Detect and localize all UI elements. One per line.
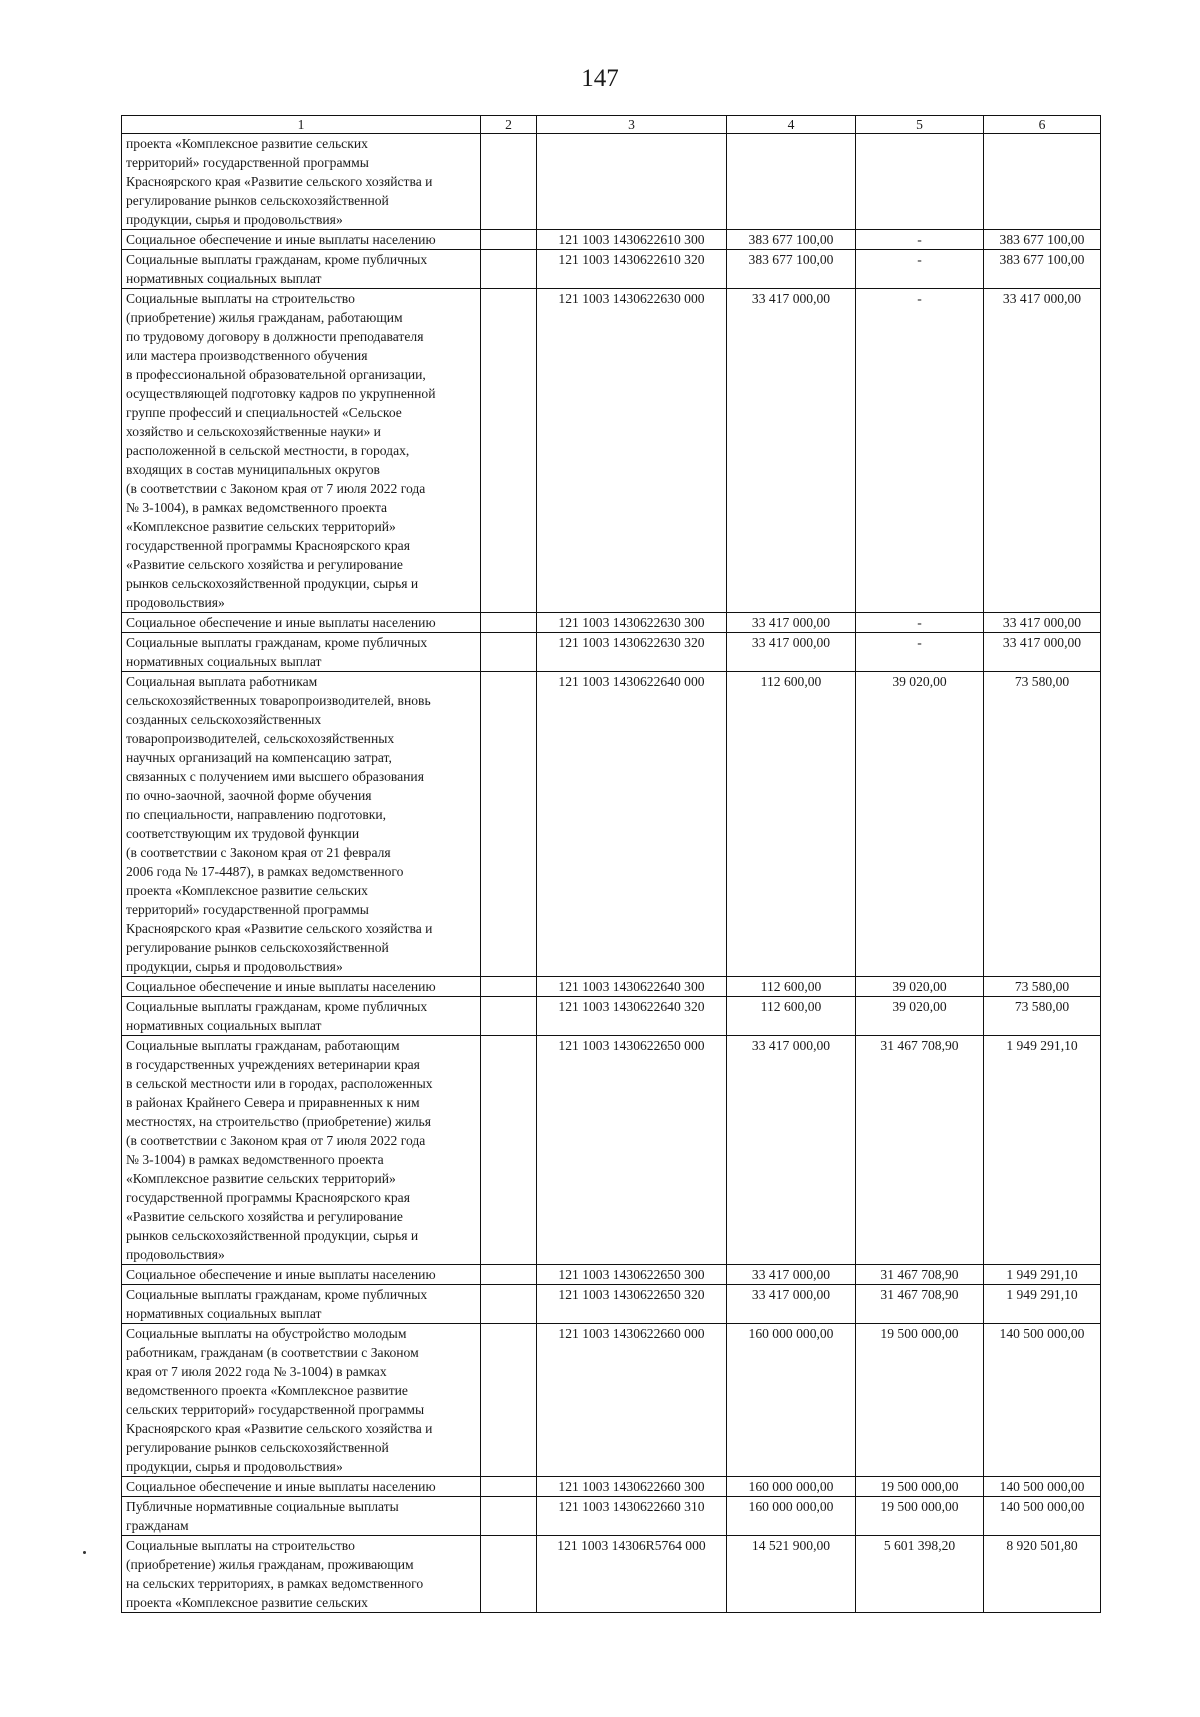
row-description: Социальное обеспечение и иные выплаты населению [122,230,481,250]
row-amount-col-4: 112 600,00 [727,672,856,977]
row-budget-code: 121 1003 1430622630 320 [537,633,727,672]
row-budget-code: 121 1003 1430622610 320 [537,250,727,289]
table-row [122,1265,1101,1285]
row-amount-col-4: 160 000 000,00 [727,1497,856,1536]
row-column-2 [481,1477,537,1497]
row-amount-col-6: 8 920 501,80 [984,1536,1101,1613]
row-amount-col-5: 31 467 708,90 [856,1265,984,1285]
row-description: Социальные выплаты на обустройство молодым работникам, гражданам (в соответствии с Законом края от 7 июля 2022 года № 3-1004) в рамках ведомственного проекта «Комплексное развитие сельских территорий» государственной программы Красноярского края «Развитие сельского хозяйства и регулирование рынков сельскохозяйственной продукции, сырья и продовольствия» [122,1324,481,1477]
row-amount-col-6 [984,134,1101,230]
row-amount-col-5: 39 020,00 [856,977,984,997]
row-description: Социальные выплаты на строительство (приобретение) жилья гражданам, проживающим на сельских территориях, в рамках ведомственного проекта «Комплексное развитие сельских [122,1536,481,1613]
row-amount-col-4: 383 677 100,00 [727,250,856,289]
row-amount-col-4: 33 417 000,00 [727,1265,856,1285]
row-description: Социальные выплаты гражданам, кроме публичных нормативных социальных выплат [122,997,481,1036]
row-amount-col-5: 39 020,00 [856,997,984,1036]
row-column-2 [481,977,537,997]
table-row [122,1036,1101,1265]
row-description: Социальное обеспечение и иные выплаты населению [122,1477,481,1497]
row-budget-code: 121 1003 1430622660 310 [537,1497,727,1536]
column-header-1: 1 [122,116,481,134]
row-amount-col-5: - [856,633,984,672]
row-column-2 [481,1265,537,1285]
row-budget-code [537,134,727,230]
row-amount-col-4: 33 417 000,00 [727,1036,856,1265]
row-column-2 [481,230,537,250]
row-amount-col-5: 19 500 000,00 [856,1497,984,1536]
table-row [122,997,1101,1036]
row-amount-col-6: 73 580,00 [984,672,1101,977]
row-column-2 [481,1536,537,1613]
row-amount-col-4: 33 417 000,00 [727,613,856,633]
row-amount-col-4: 14 521 900,00 [727,1536,856,1613]
table-row [122,1477,1101,1497]
row-amount-col-4: 383 677 100,00 [727,230,856,250]
table-row [122,289,1101,613]
table-row [122,613,1101,633]
row-description: Социальная выплата работникам сельскохозяйственных товаропроизводителей, вновь созданных сельскохозяйственных товаропроизводителей, сельскохозяйственных научных организаций на компенсацию затрат, связанных с получением ими высшего образования по очно-заочной, заочной форме обучения по специальности, направлению подготовки, соответствующим их трудовой функции (в соответствии с Законом края от 21 февраля 2006 года № 17-4487), в рамках ведомственного проекта «Комплексное развитие сельских территорий» государственной программы Красноярского края «Развитие сельского хозяйства и регулирование рынков сельскохозяйственной продукции, сырья и продовольствия» [122,672,481,977]
row-amount-col-5: 5 601 398,20 [856,1536,984,1613]
column-header-4: 4 [727,116,856,134]
row-budget-code: 121 1003 1430622650 320 [537,1285,727,1324]
row-description: Публичные нормативные социальные выплаты гражданам [122,1497,481,1536]
column-header-2: 2 [481,116,537,134]
column-header-6: 6 [984,116,1101,134]
row-amount-col-4: 33 417 000,00 [727,289,856,613]
row-column-2 [481,997,537,1036]
table-row [122,1285,1101,1324]
row-description: Социальные выплаты на строительство (приобретение) жилья гражданам, работающим по трудовому договору в должности преподавателя или мастера производственного обучения в профессиональной образовательной организации, осуществляющей подготовку кадров по укрупненной группе профессий и специальностей «Сельское хозяйство и сельскохозяйственные науки» и расположенной в сельской местности, в городах, входящих в состав муниципальных округов (в соответствии с Законом края от 7 июля 2022 года № 3-1004), в рамках ведомственного проекта «Комплексное развитие сельских территорий» государственной программы Красноярского края «Развитие сельского хозяйства и регулирование рынков сельскохозяйственной продукции, сырья и продовольствия» [122,289,481,613]
row-amount-col-5: 19 500 000,00 [856,1324,984,1477]
row-amount-col-6: 73 580,00 [984,977,1101,997]
row-description: Социальные выплаты гражданам, кроме публичных нормативных социальных выплат [122,1285,481,1324]
row-budget-code: 121 1003 1430622630 000 [537,289,727,613]
margin-mark [83,1551,86,1554]
row-amount-col-6: 140 500 000,00 [984,1497,1101,1536]
row-amount-col-4 [727,134,856,230]
row-description: Социальное обеспечение и иные выплаты населению [122,977,481,997]
row-amount-col-5 [856,134,984,230]
row-description: Социальное обеспечение и иные выплаты населению [122,613,481,633]
row-amount-col-5: 19 500 000,00 [856,1477,984,1497]
row-amount-col-4: 160 000 000,00 [727,1477,856,1497]
row-budget-code: 121 1003 1430622630 300 [537,613,727,633]
row-amount-col-6: 140 500 000,00 [984,1324,1101,1477]
budget-table [121,115,1101,1613]
row-description: Социальное обеспечение и иные выплаты населению [122,1265,481,1285]
table-row [122,1536,1101,1613]
row-amount-col-4: 33 417 000,00 [727,1285,856,1324]
row-description: Социальные выплаты гражданам, работающим в государственных учреждениях ветеринарии края в сельской местности или в городах, расположенных в районах Крайнего Севера и приравненных к ним местностях, на строительство (приобретение) жилья (в соответствии с Законом края от 7 июля 2022 года № 3-1004) в рамках ведомственного проекта «Комплексное развитие сельских территорий» государственной программы Красноярского края «Развитие сельского хозяйства и регулирование рынков сельскохозяйственной продукции, сырья и продовольствия» [122,1036,481,1265]
row-column-2 [481,633,537,672]
row-amount-col-6: 1 949 291,10 [984,1036,1101,1265]
row-column-2 [481,1497,537,1536]
row-budget-code: 121 1003 1430622610 300 [537,230,727,250]
row-budget-code: 121 1003 1430622650 000 [537,1036,727,1265]
row-amount-col-6: 33 417 000,00 [984,289,1101,613]
row-amount-col-6: 1 949 291,10 [984,1285,1101,1324]
row-amount-col-6: 33 417 000,00 [984,613,1101,633]
row-description: Социальные выплаты гражданам, кроме публичных нормативных социальных выплат [122,633,481,672]
table-row [122,977,1101,997]
row-amount-col-6: 140 500 000,00 [984,1477,1101,1497]
row-amount-col-6: 383 677 100,00 [984,230,1101,250]
row-budget-code: 121 1003 1430622650 300 [537,1265,727,1285]
table-body [122,134,1101,1613]
table-row [122,672,1101,977]
row-amount-col-5: - [856,230,984,250]
row-amount-col-5: - [856,289,984,613]
row-amount-col-6: 383 677 100,00 [984,250,1101,289]
row-amount-col-5: 39 020,00 [856,672,984,977]
table-row [122,230,1101,250]
row-amount-col-4: 160 000 000,00 [727,1324,856,1477]
row-amount-col-5: 31 467 708,90 [856,1036,984,1265]
row-budget-code: 121 1003 1430622640 320 [537,997,727,1036]
table-row [122,250,1101,289]
row-column-2 [481,672,537,977]
row-amount-col-4: 112 600,00 [727,977,856,997]
row-column-2 [481,289,537,613]
row-description: Социальные выплаты гражданам, кроме публичных нормативных социальных выплат [122,250,481,289]
row-budget-code: 121 1003 1430622660 000 [537,1324,727,1477]
row-amount-col-4: 33 417 000,00 [727,633,856,672]
page-number: 147 [581,65,619,92]
row-column-2 [481,134,537,230]
row-column-2 [481,1324,537,1477]
row-column-2 [481,613,537,633]
row-column-2 [481,1036,537,1265]
row-column-2 [481,1285,537,1324]
table-row [122,1324,1101,1477]
column-number-row [122,116,1101,134]
table-row [122,1497,1101,1536]
row-amount-col-6: 73 580,00 [984,997,1101,1036]
row-amount-col-5: - [856,613,984,633]
table-row [122,134,1101,230]
row-budget-code: 121 1003 1430622640 000 [537,672,727,977]
row-budget-code: 121 1003 14306R5764 000 [537,1536,727,1613]
row-amount-col-6: 1 949 291,10 [984,1265,1101,1285]
row-description: проекта «Комплексное развитие сельских территорий» государственной программы Красноярского края «Развитие сельского хозяйства и регулирование рынков сельскохозяйственной продукции, сырья и продовольствия» [122,134,481,230]
row-budget-code: 121 1003 1430622640 300 [537,977,727,997]
row-amount-col-6: 33 417 000,00 [984,633,1101,672]
row-amount-col-5: 31 467 708,90 [856,1285,984,1324]
column-header-5: 5 [856,116,984,134]
row-amount-col-4: 112 600,00 [727,997,856,1036]
table-row [122,633,1101,672]
row-amount-col-5: - [856,250,984,289]
row-column-2 [481,250,537,289]
column-header-3: 3 [537,116,727,134]
row-budget-code: 121 1003 1430622660 300 [537,1477,727,1497]
